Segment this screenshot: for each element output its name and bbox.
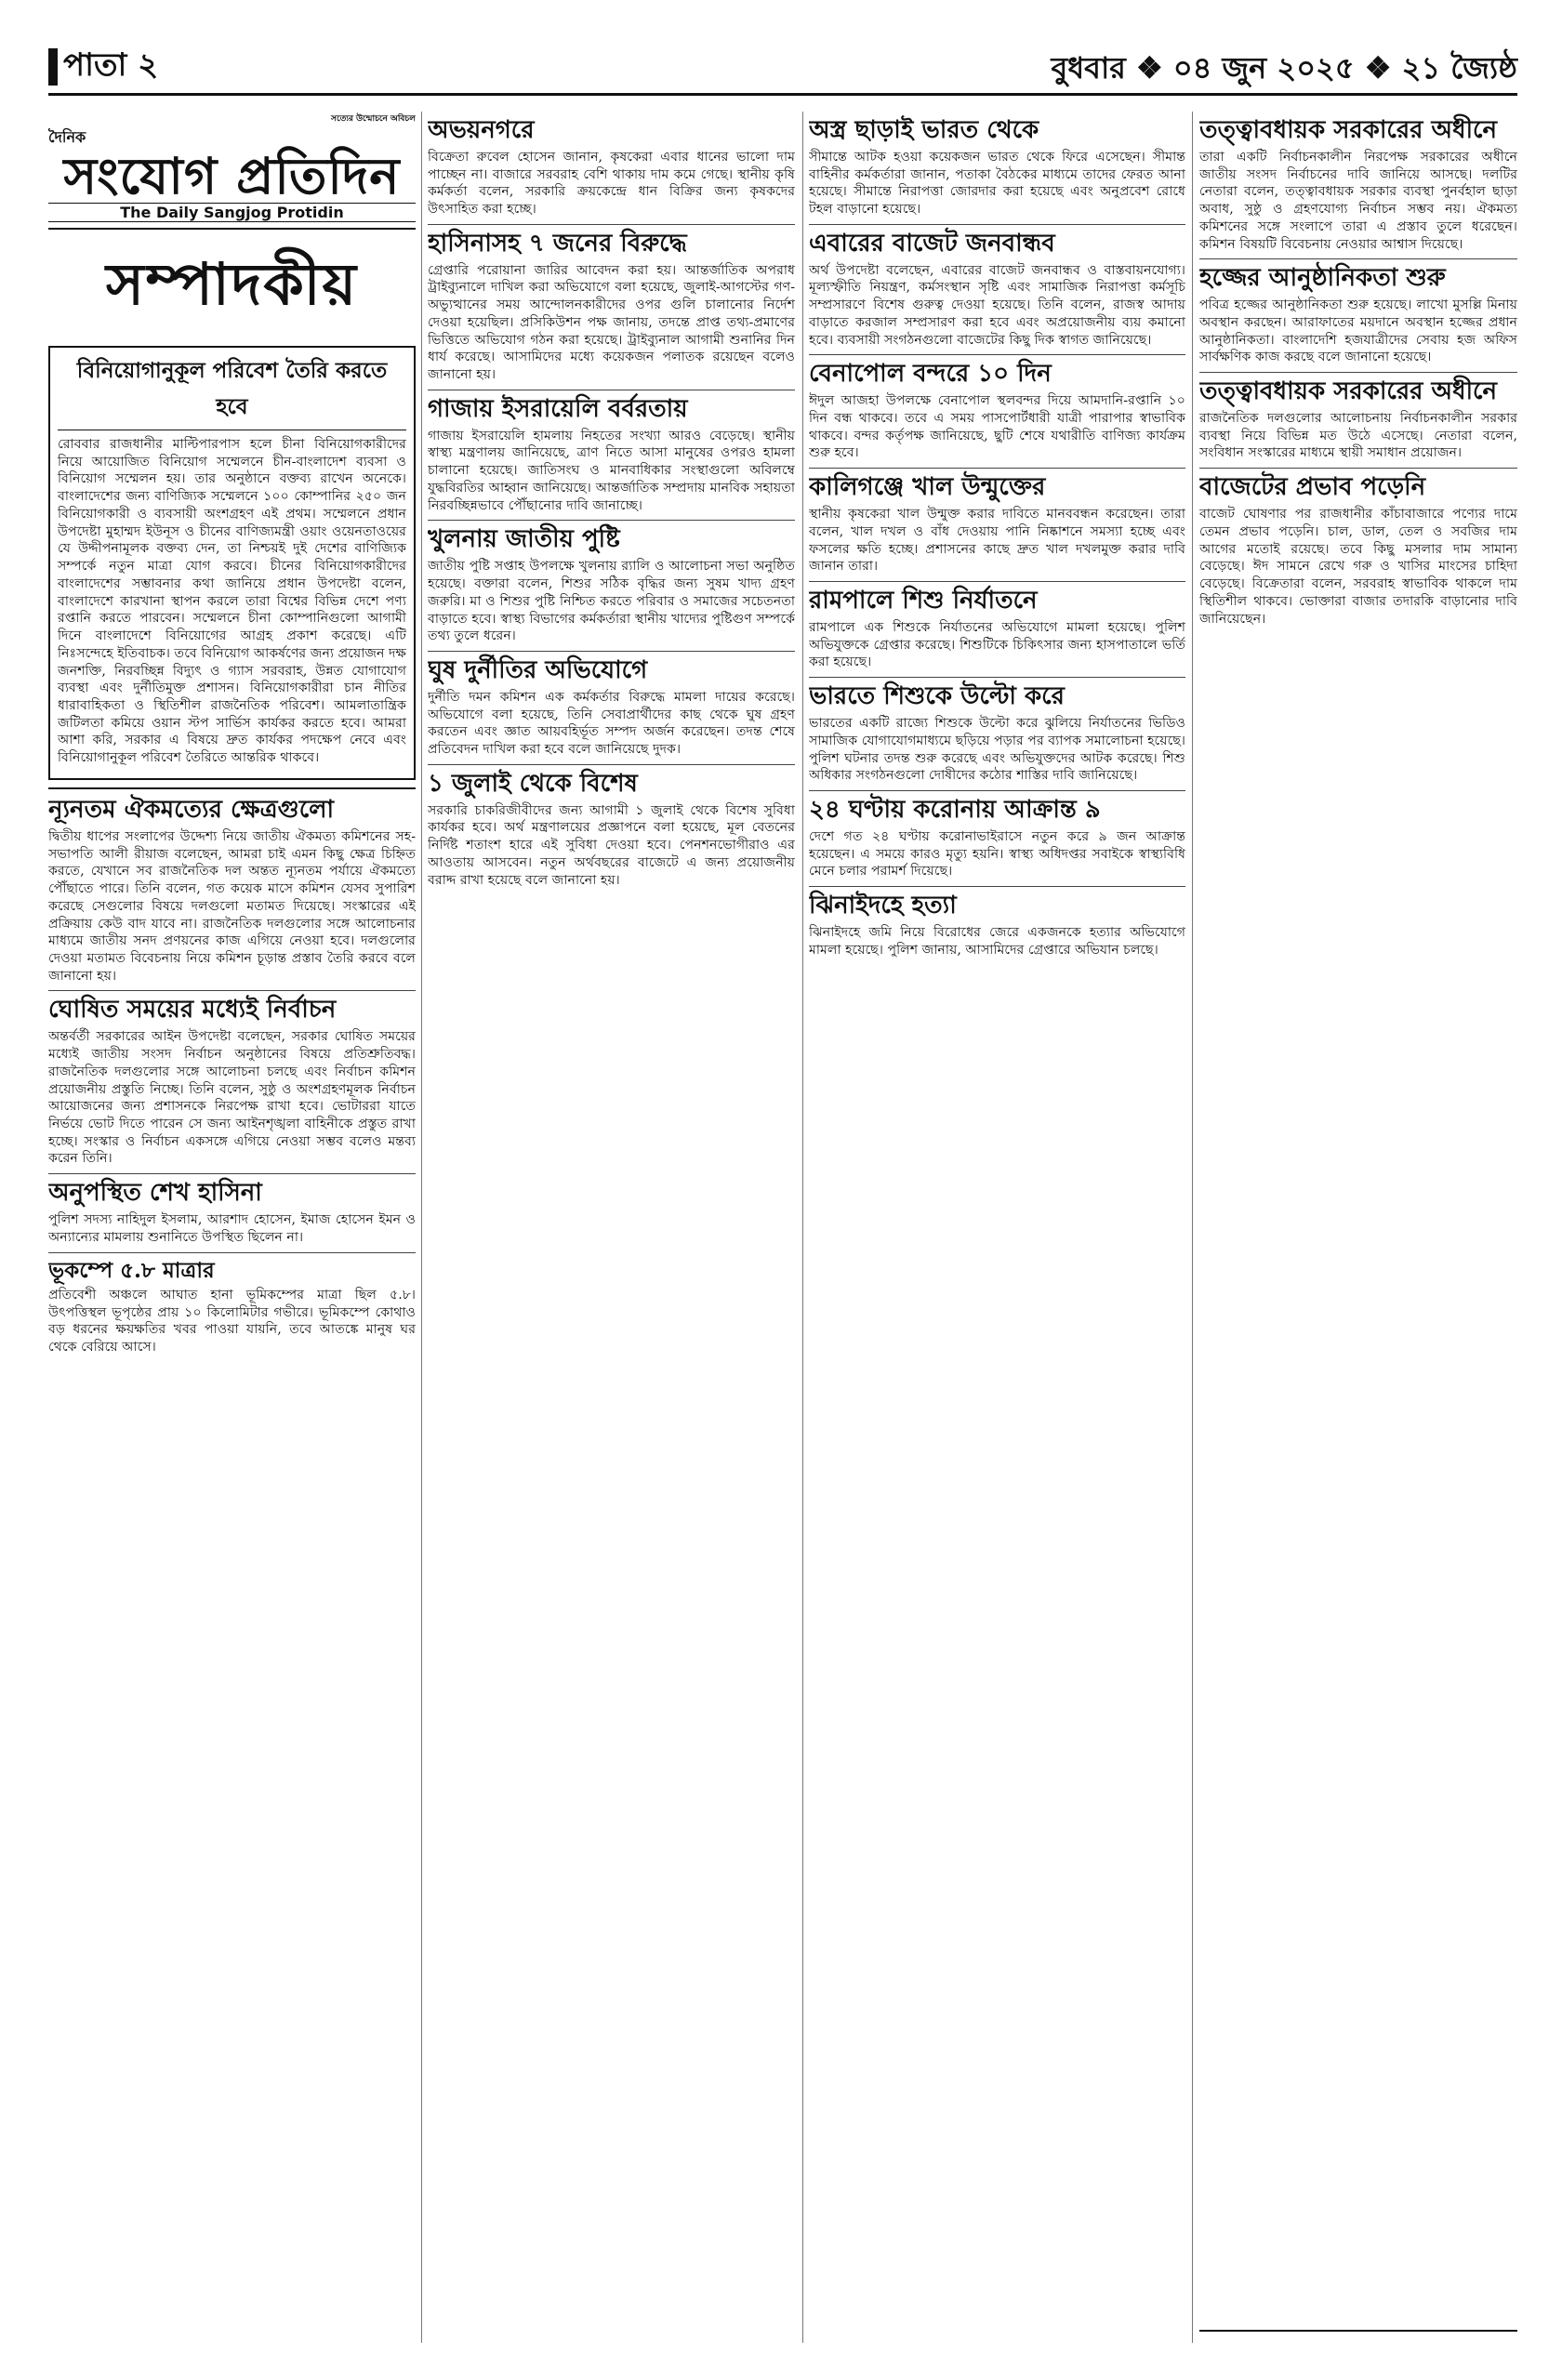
article-headline: অস্ত্র ছাড়াই ভারত থেকে xyxy=(809,116,1039,144)
article-body: অন্তর্বর্তী সরকারের আইন উপদেষ্টা বলেছেন, সরকার ঘোষিত সময়ের মধ্যেই জাতীয় সংসদ নির্বাচন অনুষ্ঠানের বিষয়ে প্রতিশ্রুতিবদ্ধ। রাজনৈতিক দলগুলোর সঙ্গে আলোচনা চলছে এবং নির্বাচন কমিশন প্রয়োজনীয় প্রস্তুতি নিচ্ছে। তিনি বলেন, সুষ্ঠু ও অংশগ্রহণমূলক নির্বাচন আয়োজনের জন্য প্রশাসনকে নিরপেক্ষ রাখা হবে। ভোটাররা যাতে নির্ভয়ে ভোট দিতে পারেন সে জন্য আইনশৃঙ্খলা বাহিনীকে প্রস্তুত রাখা হচ্ছে। সংস্কার ও নির্বাচন একসঙ্গে এগিয়ে নেওয়া সম্ভব বলেও মন্তব্য করেন তিনি। xyxy=(48,1029,416,1167)
article-body: রামপালে এক শিশুকে নির্যাতনের অভিযোগে মামলা হয়েছে। পুলিশ অভিযুক্তকে গ্রেপ্তার করেছে। শিশুটিকে চিকিৎসার জন্য হাসপাতালে ভর্তি করা হয়েছে। xyxy=(809,619,1185,670)
article-headline: হজ্জের আনুষ্ঠানিকতা শুরু xyxy=(1199,264,1446,293)
article-headline: বেনাপোল বন্দরে ১০ দিন xyxy=(809,360,1052,389)
article-headline: ভারতে শিশুকে উল্টো করে xyxy=(809,682,1065,711)
column-4 xyxy=(1199,112,1517,2343)
article-headline: ন্যূনতম ঐকমত্যের ক্ষেত্রগুলো xyxy=(48,795,335,824)
column-1 xyxy=(48,112,416,2343)
article-body: দ্বিতীয় ধাপের সংলাপের উদ্দেশ্য নিয়ে জাতীয় ঐকমত্য কমিশনের সহ-সভাপতি আলী রীয়াজ বলেছেন, আমরা চাই এমন কিছু ক্ষেত্র চিহ্নিত করতে, যেখানে সব রাজনৈতিক দল অন্তত ন্যূনতম পর্যায়ে ঐকমত্যে পৌঁছাতে পারে। তিনি বলেন, গত কয়েক মাসে কমিশন যেসব সুপারিশ করেছে সেগুলোর বিষয়ে দলগুলো মতামত দিয়েছে। সংস্কারের এই প্রক্রিয়ায় কেউ বাদ যাবে না। রাজনৈতিক দলগুলোর সঙ্গে আলোচনার মাধ্যমে জাতীয় সনদ প্রণয়নের কাজ এগিয়ে নেওয়া হবে। দলগুলোর দেওয়া মতামত বিবেচনায় নিয়ে কমিশন চূড়ান্ত প্রস্তাব তৈরি করবে বলে জানানো হয়। xyxy=(48,828,416,984)
editorial-box xyxy=(48,346,416,780)
article-body: পুলিশ সদস্য নাহিদুল ইসলাম, আরশাদ হোসেন, ইমাজ হোসেন ইমন ও অন্যান্যের মামলায় শুনানিতে উপস্থিত ছিলেন না। xyxy=(48,1212,416,1245)
article-body: স্থানীয় কৃষকেরা খাল উন্মুক্ত করার দাবিতে মানববন্ধন করেছেন। তারা বলেন, খাল দখল ও বাঁধ দেওয়ায় পানি নিষ্কাশনে সমস্যা হচ্ছে এবং ফসলের ক্ষতি হচ্ছে। প্রশাসনের কাছে দ্রুত খাল দখলমুক্ত করার দাবি জানান তারা। xyxy=(809,507,1185,575)
article-headline: খুলনায় জাতীয় পুষ্টি xyxy=(428,525,620,554)
article-headline: রামপালে শিশু নির্যাতনে xyxy=(809,587,1038,615)
article-headline: ঘোষিত সময়ের মধ্যেই নির্বাচন xyxy=(48,996,337,1025)
article-body: ঈদুল আজহা উপলক্ষে বেনাপোল স্থলবন্দর দিয়ে আমদানি-রপ্তানি ১০ দিন বন্ধ থাকবে। তবে এ সময় পাসপোর্টধারী যাত্রী পারাপার স্বাভাবিক থাকবে। বন্দর কর্তৃপক্ষ জানিয়েছে, ছুটি শেষে যথারীতি বাণিজ্য কার্যক্রম শুরু হবে। xyxy=(809,393,1185,461)
article-body: দেশে গত ২৪ ঘণ্টায় করোনাভাইরাসে নতুন করে ৯ জন আক্রান্ত হয়েছেন। এ সময়ে কারও মৃত্যু হয়নি। স্বাস্থ্য অধিদপ্তর সবাইকে স্বাস্থ্যবিধি মেনে চলার পরামর্শ দিয়েছে। xyxy=(809,828,1185,879)
top-bar xyxy=(48,37,1517,96)
column-3 xyxy=(809,112,1185,2343)
masthead-english: The Daily Sangjog Protidin xyxy=(48,203,416,222)
article-body: সরকারি চাকরিজীবীদের জন্য আগামী ১ জুলাই থেকে বিশেষ সুবিধা কার্যকর হবে। অর্থ মন্ত্রণালয়ের প্রজ্ঞাপনে বলা হয়েছে, মূল বেতনের নির্দিষ্ট শতাংশ হারে এই সুবিধা দেওয়া হবে। পেনশনভোগীরাও এর আওতায় আসবেন। নতুন অর্থবছরের বাজেটে এ জন্য প্রয়োজনীয় বরাদ্দ রাখা হয়েছে বলে জানানো হয়। xyxy=(428,802,795,888)
editorial-headline: বিনিয়োগানুকূল পরিবেশ তৈরি করতে হবে xyxy=(58,353,406,430)
article-headline: তত্ত্বাবধায়ক সরকারের অধীনে xyxy=(1199,116,1497,144)
article-headline: ঝিনাইদহে হত্যা xyxy=(809,892,957,920)
article-headline: ২৪ ঘণ্টায় করোনায় আক্রান্ত ৯ xyxy=(809,795,1101,824)
article-body: ঝিনাইদহে জমি নিয়ে বিরোধের জেরে একজনকে হত্যার অভিযোগে মামলা হয়েছে। পুলিশ জানায়, আসামিদের গ্রেপ্তারে অভিযান চলছে। xyxy=(809,924,1185,958)
masthead-daily: দৈনিক xyxy=(48,128,86,146)
article-body: জাতীয় পুষ্টি সপ্তাহ উপলক্ষে খুলনায় র‌্যালি ও আলোচনা সভা অনুষ্ঠিত হয়েছে। বক্তারা বলেন, শিশুর সঠিক বৃদ্ধির জন্য সুষম খাদ্য গ্রহণ জরুরি। মা ও শিশুর পুষ্টি নিশ্চিত করতে পরিবার ও সমাজের সচেতনতা বাড়াতে হবে। স্বাস্থ্য বিভাগের কর্মকর্তারা স্থানীয় খাদ্যের পুষ্টিগুণ সম্পর্কে তথ্য তুলে ধরেন। xyxy=(428,559,795,644)
masthead-tagline: সত্যের উন্মোচনে অবিচল xyxy=(331,114,416,124)
column-end-rule xyxy=(1199,2330,1517,2332)
article-headline: ঘুষ দুর্নীতির অভিযোগে xyxy=(428,655,648,684)
article-headline: হাসিনাসহ ৭ জনের বিরুদ্ধে xyxy=(428,229,687,258)
article-body: বাজেট ঘোষণার পর রাজধানীর কাঁচাবাজারে পণ্যের দামে তেমন প্রভাব পড়েনি। চাল, ডাল, তেল ও সবজির দাম আগের মতোই রয়েছে। তবে কিছু মসলার দাম সামান্য বেড়েছে। ঈদ সামনে রেখে গরু ও খাসির মাংসের চাহিদা বেড়েছে। বিক্রেতারা বলেন, সরবরাহ স্বাভাবিক থাকলে দাম স্থিতিশীল থাকবে। ভোক্তারা বাজার তদারকি বাড়ানোর দাবি জানিয়েছেন। xyxy=(1199,507,1517,627)
article-headline: অনুপস্থিত শেখ হাসিনা xyxy=(48,1179,262,1208)
article-body: অর্থ উপদেষ্টা বলেছেন, এবারের বাজেট জনবান্ধব ও বাস্তবায়নযোগ্য। মূল্যস্ফীতি নিয়ন্ত্রণ, কর্মসংস্থান সৃষ্টি এবং সামাজিক নিরাপত্তা কর্মসূচি সম্প্রসারণে বিশেষ গুরুত্ব দেওয়া হয়েছে। তিনি বলেন, রাজস্ব আদায় বাড়াতে করজাল সম্প্রসারণ করা হবে এবং অপ্রয়োজনীয় ব্যয় কমানো হবে। ব্যবসায়ী সংগঠনগুলো বাজেটের কিছু দিক স্বাগত জানিয়েছে। xyxy=(809,262,1185,348)
article-headline: তত্ত্বাবধায়ক সরকারের অধীনে xyxy=(1199,377,1497,406)
article-headline: ১ জুলাই থেকে বিশেষ xyxy=(428,769,638,798)
article-body: দুর্নীতি দমন কমিশন এক কর্মকর্তার বিরুদ্ধে মামলা দায়ের করেছে। অভিযোগে বলা হয়েছে, তিনি সেবাপ্রার্থীদের কাছ থেকে ঘুষ গ্রহণ করতেন এবং জ্ঞাত আয়বহির্ভূত সম্পদ অর্জন করেছেন। তদন্ত শেষে প্রতিবেদন দাখিল করা হবে বলে জানিয়েছে দুদক। xyxy=(428,689,795,758)
masthead-title: সংযোগ প্রতিদিন xyxy=(63,146,401,205)
editorial-body: রোববার রাজধানীর মাল্টিপারপাস হলে চীনা বিনিয়োগকারীদের নিয়ে আয়োজিত বিনিয়োগ সম্মেলনে চীন-বাংলাদেশ ব্যবসা ও বিনিয়োগ সম্মেলন হয়। তার অনুষ্ঠানে বক্তব্য রাখেন অনেকে। বাংলাদেশের জন্য বাণিজ্যিক সম্মেলনে ১০০ কোম্পানির ২৫০ জন বিনিয়োগকারী ও ব্যবসায়ী অংশগ্রহণ এই প্রথম। সম্মেলনে প্রধান উপদেষ্টা মুহাম্মদ ইউনূস ও চীনের বাণিজ্যমন্ত্রী ওয়াং ওয়েনতাওয়ের যে উদ্দীপনামূলক বক্তব্য দেন, তা নিশ্চয়ই দুই দেশের বাণিজ্যিক সম্পর্কে নতুন মাত্রা যোগ করবে। চীনের বিনিয়োগকারীদের বাংলাদেশের সম্ভাবনার কথা জানিয়ে প্রধান উপদেষ্টা বলেন, বাংলাদেশে কারখানা স্থাপন করলে তারা বিশ্বের বিভিন্ন দেশে পণ্য রপ্তানি করতে পারবেন। সম্মেলনে চীনা কোম্পানিগুলো আগামী দিনে বাংলাদেশে বিনিয়োগের আগ্রহ প্রকাশ করেছে। এটি নিঃসন্দেহে ইতিবাচক। তবে বিনিয়োগ আকর্ষণের জন্য প্রয়োজন দক্ষ জনশক্তি, নিরবচ্ছিন্ন বিদ্যুৎ ও গ্যাস সরবরাহ, উন্নত যোগাযোগ ব্যবস্থা এবং দুর্নীতিমুক্ত প্রশাসন। বিনিয়োগকারীরা চান নীতির ধারাবাহিকতা ও স্থিতিশীল রাজনৈতিক পরিবেশ। আমলাতান্ত্রিক জটিলতা কমিয়ে ওয়ান স্টপ সার্ভিস কার্যকর করতে হবে। আমরা আশা করি, সরকার এ বিষয়ে দ্রুত কার্যকর পদক্ষেপ নেবে এবং বিনিয়োগানুকূল পরিবেশ তৈরিতে আন্তরিক থাকবে। xyxy=(58,437,406,766)
article-body: তারা একটি নির্বাচনকালীন নিরপেক্ষ সরকারের অধীনে জাতীয় সংসদ নির্বাচনের দাবি জানিয়ে আসছে। দলটির নেতারা বলেন, তত্ত্বাবধায়ক সরকার ব্যবস্থা পুনর্বহাল ছাড়া অবাধ, সুষ্ঠু ও গ্রহণযোগ্য নির্বাচন সম্ভব নয়। ঐকমত্য কমিশনের সঙ্গে সংলাপে তারা এ প্রস্তাব তুলে ধরেছেন। কমিশন বিষয়টি বিবেচনায় নেওয়ার আশ্বাস দিয়েছে। xyxy=(1199,149,1517,252)
column-2 xyxy=(428,112,795,2343)
article-headline: ভূকম্পে ৫.৮ মাত্রার xyxy=(48,1257,215,1283)
article-headline: অভয়নগরে xyxy=(428,116,535,144)
article-body: পবিত্র হজ্জের আনুষ্ঠানিকতা শুরু হয়েছে। লাখো মুসল্লি মিনায় অবস্থান করছেন। আরাফাতের ময়দানে অবস্থান হজ্জের প্রধান আনুষ্ঠানিকতা। বাংলাদেশি হজযাত্রীদের সেবায় হজ অফিস সার্বক্ষণিক কাজ করছে বলে জানানো হয়েছে। xyxy=(1199,298,1517,365)
article-headline: কালিগঞ্জে খাল উন্মুক্তের xyxy=(809,473,1046,502)
article-body: রাজনৈতিক দলগুলোর আলোচনায় নির্বাচনকালীন সরকার ব্যবস্থা নিয়ে বিভিন্ন মত উঠে এসেছে। নেতারা বলেন, সংবিধান সংস্কারের মাধ্যমে স্থায়ী সমাধান প্রয়োজন। xyxy=(1199,411,1517,461)
section-title: সম্পাদকীয় xyxy=(106,250,358,318)
article-headline: এবারের বাজেট জনবান্ধব xyxy=(809,229,1055,258)
article-body: সীমান্তে আটক হওয়া কয়েকজন ভারত থেকে ফিরে এসেছেন। সীমান্ত বাহিনীর কর্মকর্তারা জানান, পতাকা বৈঠকের মাধ্যমে তাদের ফেরত আনা হয়েছে। সীমান্তে নিরাপত্তা জোরদার করা হয়েছে এবং অনুপ্রবেশ রোধে টহল বাড়ানো হয়েছে। xyxy=(809,149,1185,218)
article-body: গ্রেপ্তারি পরোয়ানা জারির আবেদন করা হয়। আন্তর্জাতিক অপরাধ ট্রাইব্যুনালে দাখিল করা অভিযোগে বলা হয়েছে, জুলাই-আগস্টের গণ-অভ্যুত্থানের সময় আন্দোলনকারীদের ওপর গুলি চালানোর নির্দেশ দেওয়া হয়েছিল। প্রসিকিউশন পক্ষ জানায়, তদন্তে প্রাপ্ত তথ্য-প্রমাণের ভিত্তিতে অভিযোগ গঠন করা হয়েছে। ট্রাইব্যুনাল আগামী শুনানির দিন ধার্য করেছে। আসামিদের মধ্যে কয়েকজন পলাতক রয়েছেন বলেও জানানো হয়। xyxy=(428,262,795,383)
article-body: বিক্রেতা রুবেল হোসেন জানান, কৃষকেরা এবার ধানের ভালো দাম পাচ্ছেন না। বাজারে সরবরাহ বেশি থাকায় দাম কমে গেছে। স্থানীয় কৃষি কর্মকর্তা বলেন, সরকারি ক্রয়কেন্দ্রে ধান বিক্রির জন্য কৃষকদের উৎসাহিত করা হচ্ছে। xyxy=(428,149,795,218)
masthead xyxy=(48,112,416,230)
dateline: বুধবার ❖ ০৪ জুন ২০২৫ ❖ ২১ জ্যৈষ্ঠ xyxy=(1051,50,1517,86)
article-body: গাজায় ইসরায়েলি হামলায় নিহতের সংখ্যা আরও বেড়েছে। স্থানীয় স্বাস্থ্য মন্ত্রণালয় জানিয়েছে, ত্রাণ নিতে আসা মানুষের ওপরও হামলা চালানো হয়েছে। জাতিসংঘ ও মানবাধিকার সংস্থাগুলো অবিলম্বে যুদ্ধবিরতির আহ্বান জানিয়েছে। আন্তর্জাতিক সম্প্রদায় মানবিক সহায়তা নিরবচ্ছিন্নভাবে পৌঁছানোর দাবি জানাচ্ছে। xyxy=(428,428,795,513)
article-body: প্রতিবেশী অঞ্চলে আঘাত হানা ভূমিকম্পের মাত্রা ছিল ৫.৮। উৎপত্তিস্থল ভূপৃষ্ঠের প্রায় ১০ কিলোমিটার গভীরে। ভূমিকম্পে কোথাও বড় ধরনের ক্ষয়ক্ষতির খবর পাওয়া যায়নি, তবে আতঙ্কে মানুষ ঘর থেকে বেরিয়ে আসে। xyxy=(48,1288,416,1355)
article-headline: বাজেটের প্রভাব পড়েনি xyxy=(1199,473,1426,502)
article-body: ভারতের একটি রাজ্যে শিশুকে উল্টো করে ঝুলিয়ে নির্যাতনের ভিডিও সামাজিক যোগাযোগমাধ্যমে ছড়িয়ে পড়ার পর ব্যাপক সমালোচনা হয়েছে। পুলিশ ঘটনার তদন্ত শুরু করেছে এবং অভিযুক্তদের আটক করেছে। শিশু অধিকার সংগঠনগুলো দোষীদের কঠোর শাস্তির দাবি জানিয়েছে। xyxy=(809,716,1185,784)
article-headline: গাজায় ইসরায়েলি বর্বরতায় xyxy=(428,394,688,423)
page-number: পাতা ২ xyxy=(48,41,158,94)
